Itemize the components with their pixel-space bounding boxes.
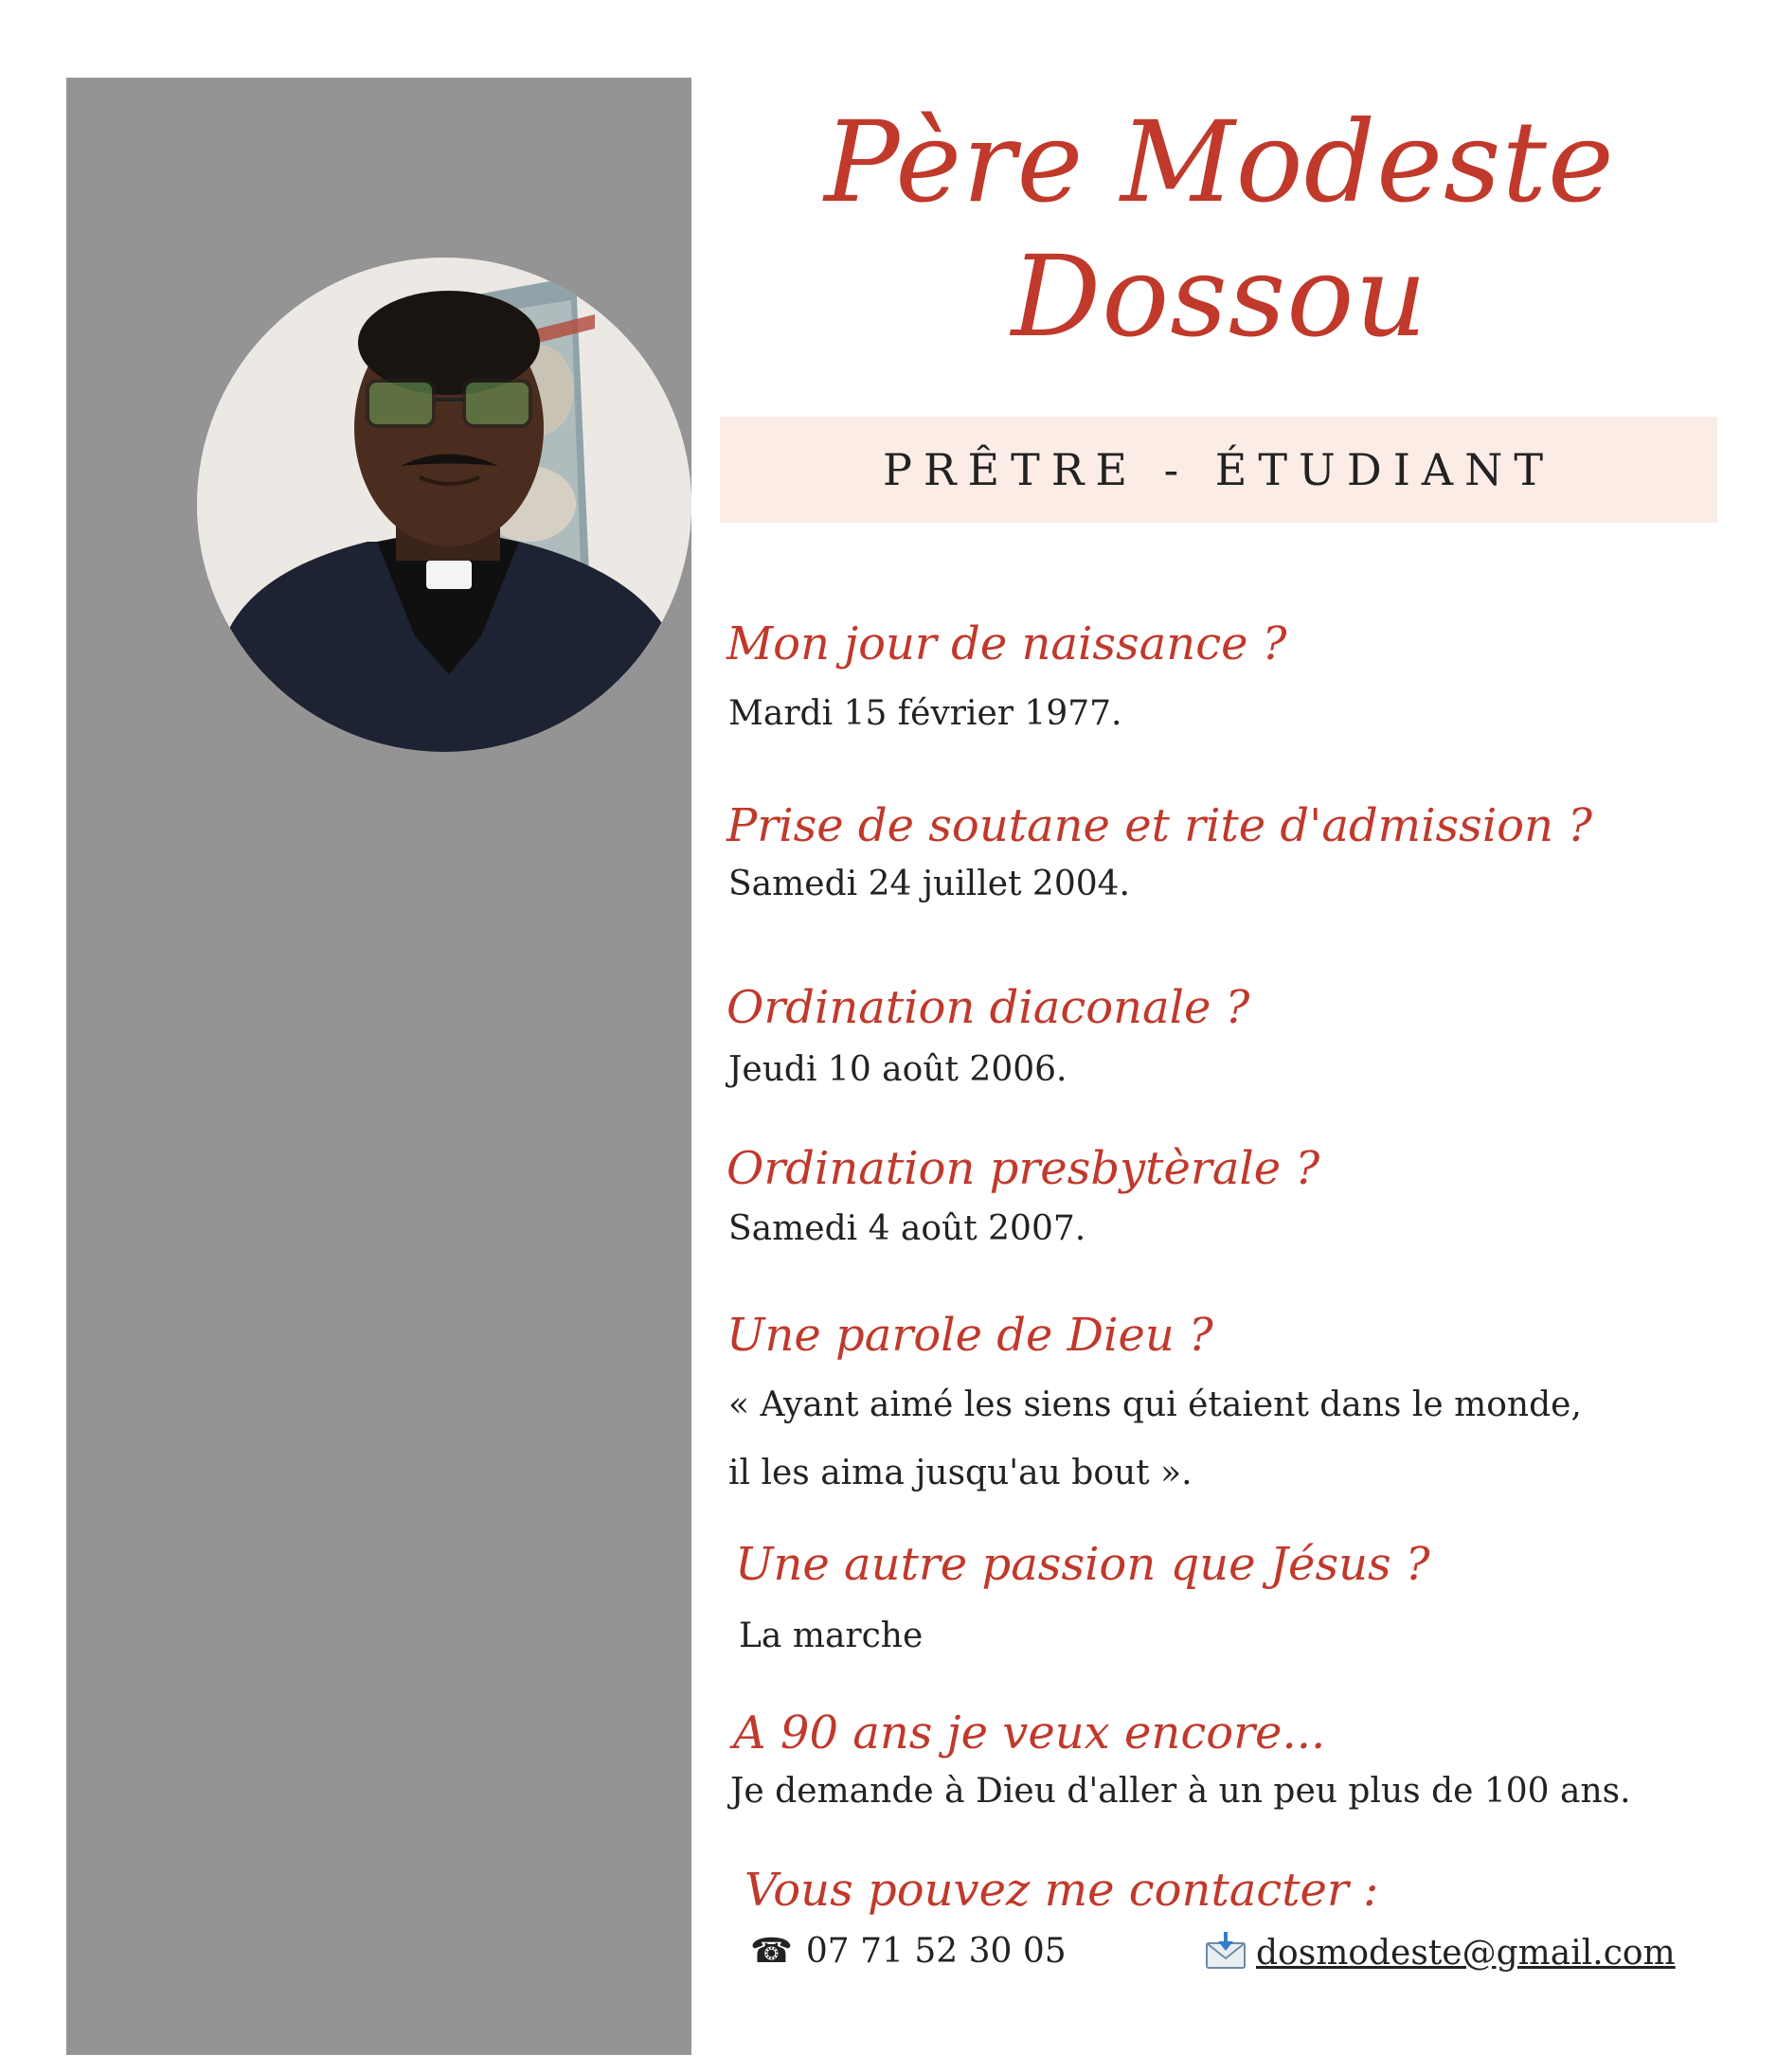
answer-word-of-god [728, 1371, 1582, 1508]
answer-birthday [728, 688, 1122, 741]
email-link[interactable]: dosmodeste@gmail.com [1256, 1934, 1676, 1973]
question-cassock: Prise de soutane et rite d'admission ? [727, 799, 1592, 852]
answer-line: Samedi 4 août 2007. [728, 1209, 1086, 1248]
answer-line: Je demande à Dieu d'aller à un peu plus de 100 ans. [730, 1772, 1631, 1811]
contact-row [750, 1932, 1707, 1985]
sidebar [66, 78, 691, 2055]
phone-number: 07 71 52 30 05 [805, 1932, 1067, 1971]
answer-diaconal [728, 1044, 1067, 1097]
main-content [720, 0, 1719, 2072]
answer-line: Mardi 15 février 1977. [728, 694, 1122, 733]
answer-cassock [728, 858, 1130, 911]
envelope-icon [1205, 1932, 1247, 1978]
question-diaconal: Ordination diaconale ? [727, 981, 1250, 1034]
question-word-of-god: Une parole de Dieu ? [727, 1309, 1213, 1362]
answer-at-90 [730, 1765, 1631, 1818]
answer-presbyteral [728, 1203, 1085, 1256]
answer-line: La marche [739, 1617, 924, 1655]
contact-heading: Vous pouvez me contacter : [744, 1864, 1379, 1917]
answer-line: « Ayant aimé les siens qui étaient dans le monde, [728, 1385, 1582, 1424]
subtitle-bar [720, 417, 1717, 523]
profile-photo-illustration [197, 258, 691, 752]
email [1205, 1932, 1676, 1978]
question-presbyteral: Ordination presbytèrale ? [727, 1142, 1320, 1195]
name-line-1: Père Modeste [824, 97, 1615, 227]
phone-icon: ☎ [750, 1932, 793, 1971]
profile-photo [197, 258, 691, 752]
answer-line: Samedi 24 juillet 2004. [728, 865, 1130, 903]
answer-line: Jeudi 10 août 2006. [728, 1050, 1067, 1089]
subtitle: PRÊTRE - ÉTUDIANT [882, 444, 1555, 495]
answer-line: il les aima jusqu'au bout ». [728, 1454, 1193, 1492]
page-title [720, 95, 1719, 364]
question-birthday: Mon jour de naissance ? [727, 617, 1287, 670]
answer-passion [739, 1610, 923, 1663]
phone [750, 1932, 1067, 1971]
question-at-90: A 90 ans je veux encore... [733, 1706, 1326, 1759]
question-passion: Une autre passion que Jésus ? [735, 1538, 1430, 1591]
name-line-2: Dossou [1011, 231, 1428, 362]
